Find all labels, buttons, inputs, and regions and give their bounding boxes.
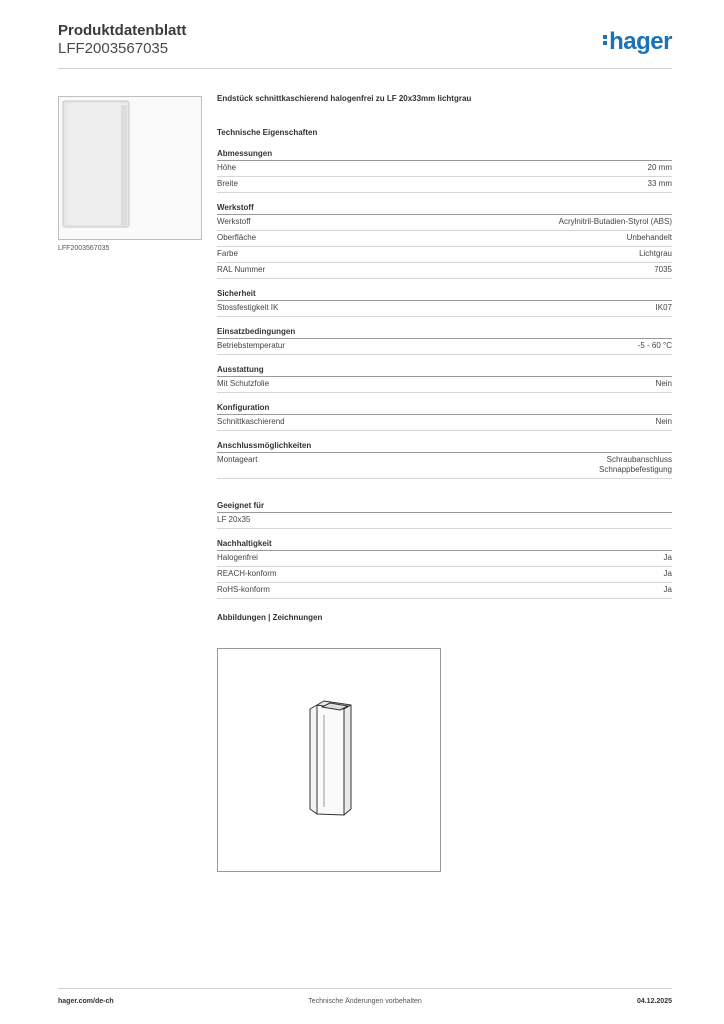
property-row [217,377,672,393]
property-value: -5 - 60 °C [637,341,672,350]
section-safety [217,289,672,317]
product-photo-icon [58,96,202,240]
property-row [217,247,672,263]
section-heading: Konfiguration [217,403,672,415]
property-value [599,455,672,475]
document-date: 04.12.2025 [636,998,672,1005]
property-row [217,513,672,529]
section-heading: Abmessungen [217,149,672,161]
logo-dots-icon [603,33,607,47]
page-header [58,22,672,58]
property-row [217,301,672,317]
figures-heading: Abbildungen | Zeichnungen [217,613,323,622]
property-label: Betriebstemperatur [217,341,286,350]
property-value: Nein [655,417,672,426]
property-row [217,551,672,567]
property-label: Werkstoff [217,217,251,226]
article-number: LFF2003567035 [58,40,169,57]
property-row [217,339,672,355]
property-value: Nein [655,379,672,388]
section-heading: Werkstoff [217,203,672,215]
section-heading: Geeignet für [217,501,672,513]
property-label: Stossfestigkeit IK [217,303,279,312]
property-row [217,231,672,247]
property-value: 20 mm [647,163,672,172]
property-value: Unbehandelt [626,233,672,242]
property-value: Ja [663,553,672,562]
section-connection-options [217,441,672,479]
property-value: Acrylnitril-Butadien-Styrol (ABS) [558,217,672,226]
property-row [217,161,672,177]
section-equipment [217,365,672,393]
property-row [217,263,672,279]
page-title: Produktdatenblatt [58,22,187,39]
footer-divider [58,988,672,989]
property-label: Mit Schutzfolie [217,379,270,388]
property-label: REACH-konform [217,569,277,578]
property-row [217,567,672,583]
section-heading: Anschlussmöglichkeiten [217,441,672,453]
property-value: Ja [663,569,672,578]
section-operating-conditions [217,327,672,355]
property-value-line: Schnappbefestigung [599,465,672,474]
property-label: Höhe [217,163,237,172]
datasheet-content [217,94,672,622]
property-label: Farbe [217,249,238,258]
property-label: Montageart [217,455,258,464]
property-label: Schnittkaschierend [217,417,285,426]
section-sustainability [217,539,672,599]
technical-properties-heading: Technische Eigenschaften [217,128,318,137]
property-value: 7035 [654,265,672,274]
section-heading: Ausstattung [217,365,672,377]
property-row [217,453,672,479]
section-material [217,203,672,279]
changes-notice: Technische Änderungen vorbehalten [308,998,422,1005]
end-cap-drawing-icon [217,648,441,872]
property-row [217,583,672,599]
logo-text: hager [609,28,672,55]
property-label: Oberfläche [217,233,257,242]
property-label: Breite [217,179,238,188]
section-heading: Nachhaltigkeit [217,539,672,551]
section-dimensions [217,149,672,193]
hager-logo [603,28,672,56]
product-description: Endstück schnittkaschierend halogenfrei zu LF 20x33mm lichtgrau [217,94,472,103]
section-heading: Einsatzbedingungen [217,327,672,339]
property-label: RoHS-konform [217,585,270,594]
property-value: Lichtgrau [639,249,672,258]
website-link[interactable]: hager.com/de-ch [58,998,114,1005]
property-label: Halogenfrei [217,553,258,562]
section-configuration [217,403,672,431]
property-value: Ja [663,585,672,594]
section-suitable-for [217,501,672,529]
product-code-caption: LFF2003567035 [58,245,110,252]
property-row [217,415,672,431]
property-row [217,215,672,231]
section-heading: Sicherheit [217,289,672,301]
property-value: 33 mm [647,179,672,188]
property-value: IK07 [655,303,672,312]
property-value-line: Schraubanschluss [606,455,672,464]
property-label: RAL Nummer [217,265,266,274]
property-label: LF 20x35 [217,515,251,524]
header-divider [58,68,672,69]
property-row [217,177,672,193]
